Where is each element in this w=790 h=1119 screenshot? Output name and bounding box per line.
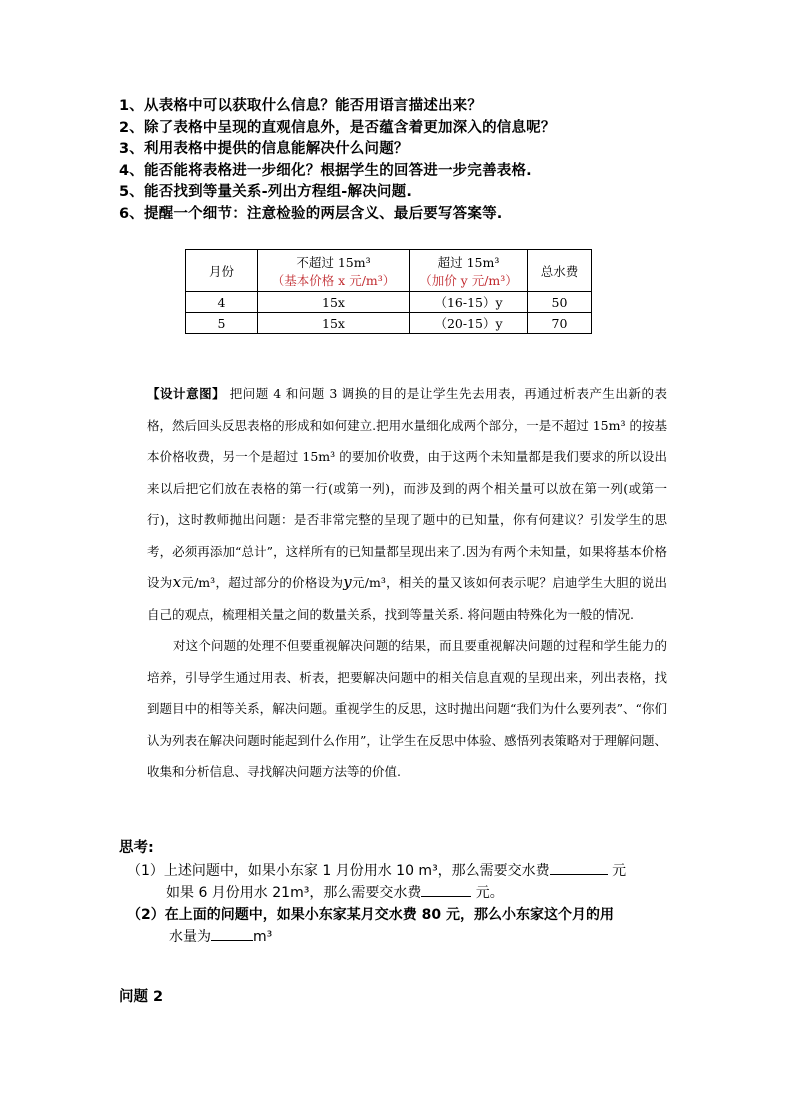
answer-blank[interactable] <box>211 926 253 941</box>
problem-2-heading: 问题 2 <box>119 989 164 1005</box>
question-2: 2、除了表格中呈现的直观信息外，是否蕴含着更加深入的信息呢？ <box>119 119 556 136</box>
think-q1b-unit: 元。 <box>471 885 504 901</box>
design-label: 【设计意图】 <box>147 386 226 401</box>
think-q1-unit: 元 <box>607 862 627 879</box>
table-row <box>186 313 592 334</box>
header-total: 总水费 <box>528 250 592 292</box>
think-question-1b <box>119 882 679 905</box>
answer-blank[interactable] <box>550 860 608 875</box>
question-6: 6、提醒一个细节：注意检验的两层含义、最后要写答案等. <box>119 205 503 222</box>
question-3: 3、利用表格中提供的信息能解决什么问题？ <box>119 141 409 157</box>
header-under-15 <box>258 250 410 292</box>
cell-month: 4 <box>186 292 258 313</box>
cell-over: （20-15）y <box>410 313 528 334</box>
water-fee-table <box>185 249 592 334</box>
header-under-sub: （基本价格 x 元/m³） <box>271 272 396 288</box>
question-5: 5、能否找到等量关系-列出方程组-解决问题. <box>119 184 413 200</box>
think-title: 思考: <box>119 840 154 856</box>
think-q1b-text: 如果 6 月份用水 21m³，那么需要交水费 <box>166 885 422 901</box>
design-paragraph-2: 对这个问题的处理不但要重视解决问题的结果，而且要重视解决问题的过程和学生能力的培养，引导学生通过用表、析表，把要解决问题中的相关信息直观的呈现出来，列出表格，找到题目中的相等关系，解决问题。重视学生的反思，这时抛出问题“我们为什么要列表”、“你们认为列表在解决问题时能起到什么作用”，让学生在反思中体验、感悟列表策略对于理解问题、收集和分析信息、寻找解决问题方法等的价值. <box>147 638 667 779</box>
design-paragraph-1 <box>147 378 667 630</box>
table-header-row <box>186 250 592 292</box>
think-q1-text: （1）上述问题中，如果小东家 1 月份用水 10 m³，那么需要交水费 <box>127 862 550 879</box>
cell-under: 15x <box>258 313 410 334</box>
think-question-2: （2）在上面的问题中，如果小东家某月交水费 80 元，那么小东家这个月的用 <box>127 906 614 923</box>
table-row <box>186 292 592 313</box>
cell-total: 70 <box>528 313 592 334</box>
cell-under: 15x <box>258 292 410 313</box>
think-question-2b <box>119 926 679 949</box>
design-text-a: 把问题 4 和问题 3 调换的目的是让学生先去用表，再通过析表产生出新的表格，然后回头反思表格的形成和如何建立.把用水量细化成两个部分，一是不超过 15m³ 的按基本价格收费，另一个是超过 15m³ 的要加价收费，由于这两个未知量都是我们要求的所以设出来以后把它们放在表格的第一行(或第一列)，而涉及到的两个相关量可以放在第一列(或第一行)，这时教师抛出问题：是否非常完整的呈现了题中的已知量，你有何建议？引发学生的思考，必须再添加“总计”，这样所有的已知量都呈现出来了.因为有两个未知量，如果将基本价格设为 <box>147 386 667 590</box>
variable-y: y <box>343 573 352 591</box>
design-text-b: 元/m³，超过部分的价格设为 <box>181 575 344 590</box>
question-1: 1、从表格中可以获取什么信息？能否用语言描述出来？ <box>119 98 483 114</box>
question-list <box>119 96 679 225</box>
think-section <box>119 838 679 949</box>
design-text-c: 元/m³，相关的量又该如何表示呢？启迪学生大胆的说出自己的观点，梳理相关量之间的数量关系，找到等量关系. 将问题由特殊化为一般的情况. <box>147 575 667 622</box>
think-question-1 <box>119 860 679 883</box>
header-over-label: 超过 15m³ <box>437 254 500 270</box>
think-q2-text: 水量为 <box>169 929 211 945</box>
cell-total: 50 <box>528 292 592 313</box>
cell-month: 5 <box>186 313 258 334</box>
cell-over: （16-15）y <box>410 292 528 313</box>
header-under-label: 不超过 15m³ <box>296 254 371 270</box>
answer-blank[interactable] <box>421 882 471 897</box>
variable-x: x <box>172 573 182 591</box>
header-over-sub: （加价 y 元/m³） <box>419 272 518 288</box>
header-month: 月份 <box>186 250 258 292</box>
header-over-15 <box>410 250 528 292</box>
question-4: 4、能否能将表格进一步细化？根据学生的回答进一步完善表格. <box>119 162 532 179</box>
design-intent-section <box>147 378 667 788</box>
think-q2-unit: m³ <box>253 929 273 945</box>
